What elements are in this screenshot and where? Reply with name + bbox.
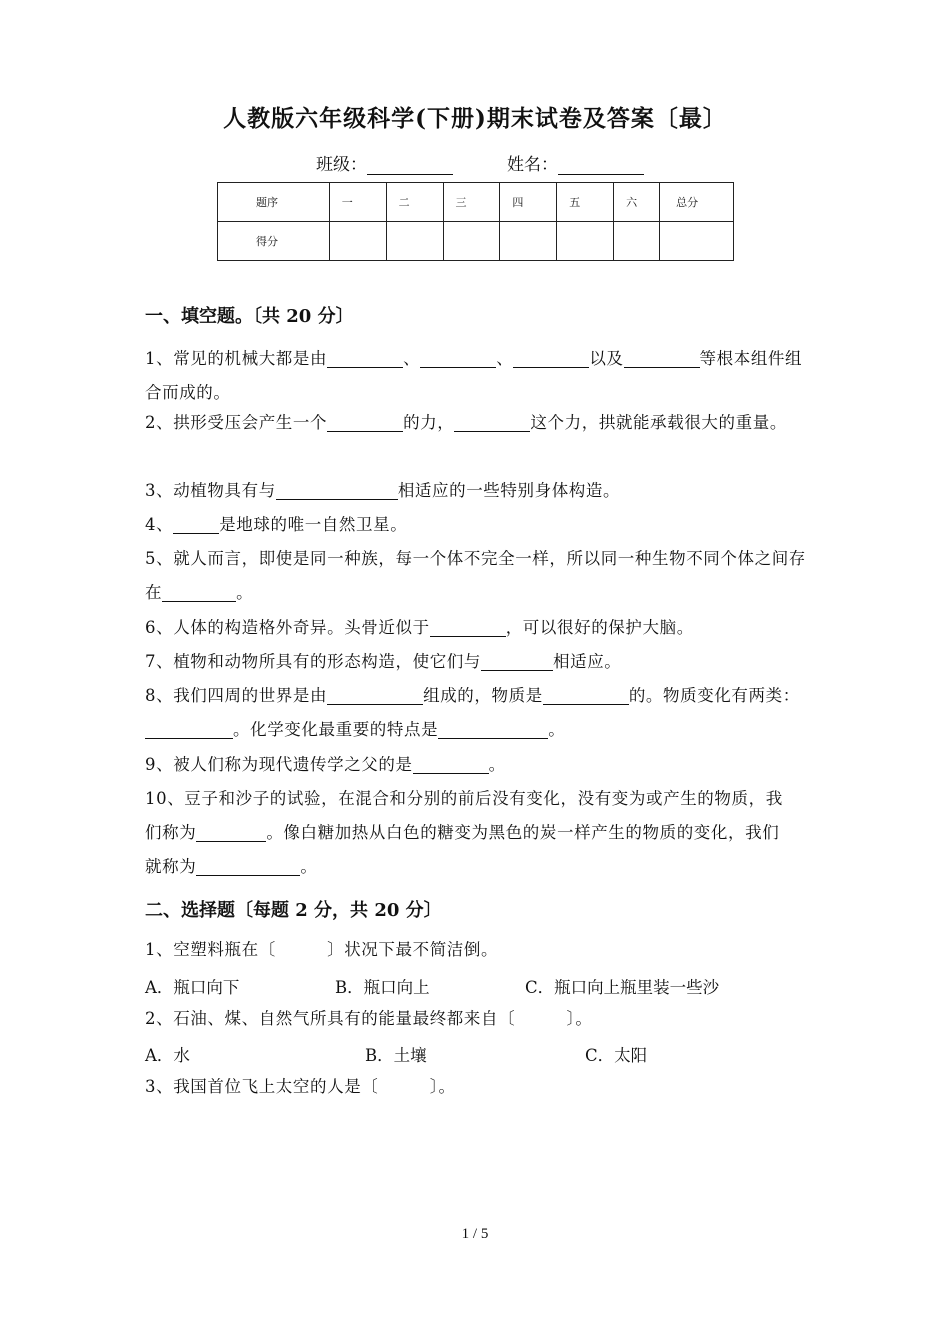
- table-row: [218, 222, 734, 261]
- class-blank: [367, 156, 453, 175]
- table-cell: 六: [614, 183, 660, 222]
- question-2-3: 3、我国首位飞上太空的人是〔 〕。: [145, 1077, 456, 1096]
- table-cell: [329, 222, 386, 261]
- table-cell: 总分: [660, 183, 734, 222]
- page-title: 人教版六年级科学(下册)期末试卷及答案〔最〕: [223, 105, 727, 132]
- class-label: 班级：: [316, 155, 367, 175]
- table-cell: 四: [500, 183, 557, 222]
- table-cell: [557, 222, 614, 261]
- table-cell: 三: [443, 183, 500, 222]
- question-1-9: 9、被人们称为现代遗传学之父的是 。: [145, 755, 506, 774]
- question-1-3: 3、动植物具有与 相适应的一些特别身体构造。: [145, 481, 621, 500]
- table-cell: [386, 222, 443, 261]
- name-label: 姓名：: [507, 155, 558, 175]
- section-fill-blank-title: 一、填空题。〔共 20 分〕: [145, 306, 354, 327]
- option-b: B．土壤: [365, 1046, 427, 1065]
- name-blank: [558, 156, 644, 175]
- question-1-8: 8、我们四周的世界是由 组成的，物质是 的。物质变化有两类：。化学变化最重要的特点是 。: [145, 686, 800, 739]
- question-1-7: 7、植物和动物所具有的形态构造，使它们与 相适应。: [145, 652, 622, 671]
- question-1-10: 10、豆子和沙子的试验，在混合和分别的前后没有变化，没有变为或产生的物质，我们称为 。像白糖加热从白色的糖变为黑色的炭一样产生的物质的变化，我们就称为 。: [145, 789, 783, 876]
- score-table: [217, 182, 734, 261]
- page-number: 1 / 5: [461, 1226, 489, 1242]
- option-b: B．瓶口向上: [335, 978, 430, 997]
- option-a: A．水: [145, 1046, 190, 1065]
- table-cell: 五: [557, 183, 614, 222]
- question-1-6: 6、人体的构造格外奇异。头骨近似于 ，可以很好的保护大脑。: [145, 618, 694, 637]
- question-1-4: 4、 是地球的唯一自然卫星。: [145, 515, 408, 534]
- option-c: C．瓶口向上瓶里装一些沙: [525, 978, 720, 997]
- table-cell: 题序: [218, 183, 330, 222]
- student-info: [316, 150, 644, 175]
- option-a: A．瓶口向下: [145, 978, 240, 997]
- table-cell: 一: [329, 183, 386, 222]
- table-cell: 得分: [218, 222, 330, 261]
- question-2-1: 1、空塑料瓶在〔 〕状况下最不简洁倒。: [145, 940, 499, 959]
- table-cell: [660, 222, 734, 261]
- table-row: [218, 183, 734, 222]
- question-2-2: 2、石油、煤、自然气所具有的能量最终都来自〔 〕。: [145, 1009, 593, 1028]
- question-1-5: 5、就人而言，即使是同一种族，每一个体不完全一样，所以同一种生物不同个体之间存在 。: [145, 549, 806, 602]
- section-choice-title: 二、选择题〔每题 2 分，共 20 分〕: [145, 900, 442, 921]
- question-1-2: 2、拱形受压会产生一个 的力， 这个力，拱就能承载很大的重量。: [145, 413, 787, 432]
- table-cell: [614, 222, 660, 261]
- option-c: C．太阳: [585, 1046, 648, 1065]
- table-cell: [500, 222, 557, 261]
- table-cell: 二: [386, 183, 443, 222]
- question-1-1: 1、常见的机械大都是由 、 、 以及 等根本组件组合而成的。: [145, 349, 803, 402]
- table-cell: [443, 222, 500, 261]
